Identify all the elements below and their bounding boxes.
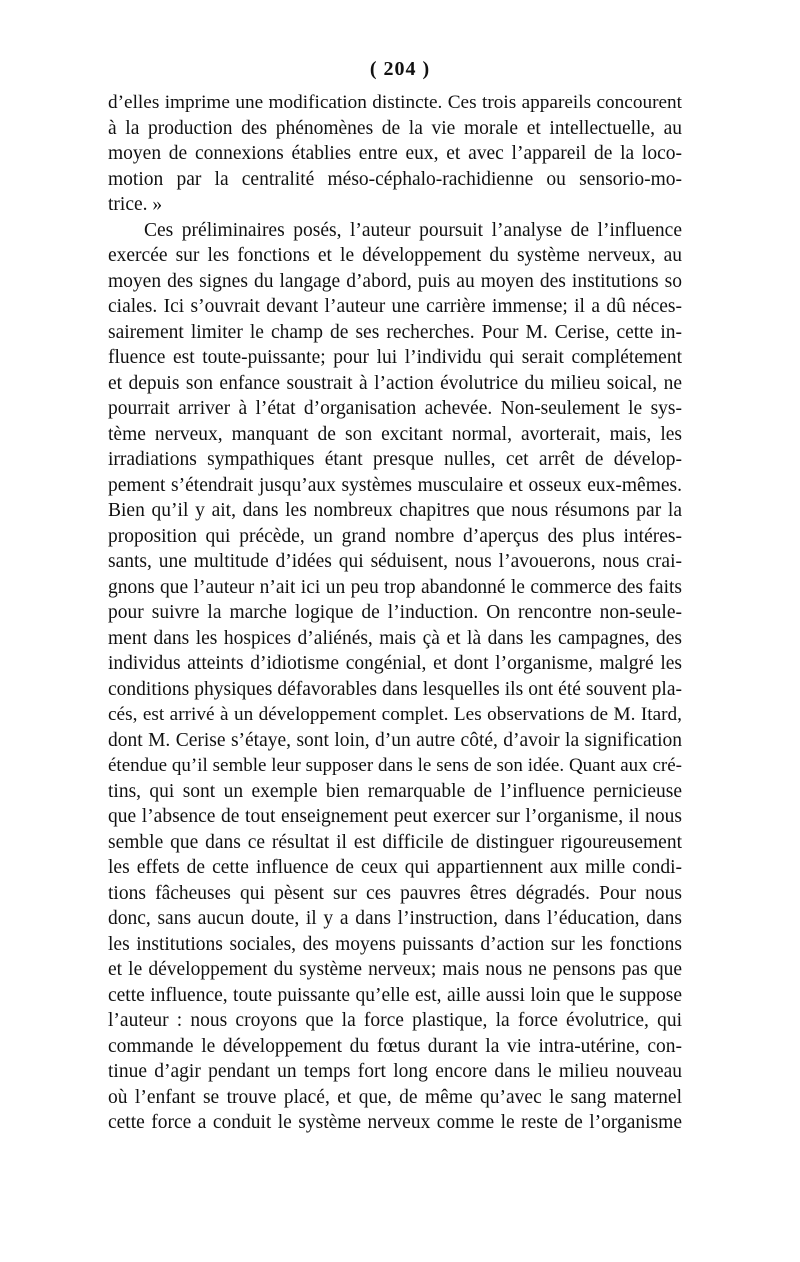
text-line: tème nerveux, manquant de son excitant normal, avorterait, mais, les	[108, 423, 682, 445]
text-line: étendue qu’il semble leur supposer dans le sens de son idée. Quant aux cré-	[108, 755, 682, 776]
text-line: ciales. Ici s’ouvrait devant l’auteur une carrière immense; il a dû néces-	[108, 296, 682, 317]
text-line: moyen des signes du langage d’abord, puis au moyen des institutions so	[108, 270, 682, 292]
text-line: et depuis son enfance soustrait à l’action évolutrice du milieu soical, ne	[108, 372, 682, 394]
text-line: tins, qui sont un exemple bien remarquable de l’influence pernicieuse	[108, 780, 682, 802]
text-line: tions fâcheuses qui pèsent sur ces pauvres êtres dégradés. Pour nous	[108, 882, 682, 904]
text-line: dont M. Cerise s’étaye, sont loin, d’un autre côté, d’avoir la signification	[108, 729, 682, 751]
text-line: gnons que l’auteur n’ait ici un peu trop abandonné le commerce des faits	[108, 576, 682, 598]
text-line: fluence est toute-puissante; pour lui l’individu qui serait complétement	[108, 347, 682, 368]
page-number: ( 204 )	[369, 58, 431, 80]
text-line: pement s’étendrait jusqu’aux systèmes musculaire et osseux eux-mêmes.	[108, 474, 682, 496]
text-line: cette influence, toute puissante qu’elle est, aille aussi loin que le suppose	[108, 984, 682, 1006]
body-text	[108, 90, 682, 1136]
text-line: proposition qui précède, un grand nombre d’aperçus des plus intéres-	[108, 525, 682, 547]
text-line: commande le développement du fœtus durant la vie intra-utérine, con-	[108, 1035, 682, 1057]
text-line: conditions physiques défavorables dans lesquelles ils ont été souvent pla-	[108, 678, 682, 700]
text-line: cés, est arrivé à un développement complet. Les observations de M. Itard,	[108, 704, 682, 725]
text-line: les effets de cette influence de ceux qui appartiennent aux mille condi-	[108, 857, 682, 878]
text-line: pourrait arriver à l’état d’organisation achevée. Non-seulement le sys-	[108, 398, 682, 419]
text-line: semble que dans ce résultat il est difficile de distinguer rigoureusement	[108, 831, 682, 853]
text-line: d’elles imprime une modification distincte. Ces trois appareils concourent	[108, 92, 682, 113]
text-line: à la production des phénomènes de la vie morale et intellectuelle, au	[108, 117, 682, 139]
text-line: et le développement du système nerveux; mais nous ne pensons pas que	[108, 959, 682, 980]
text-line: pour suivre la marche logique de l’induction. On rencontre non-seule-	[108, 602, 682, 623]
text-line: motion par la centralité méso-céphalo-rachidienne ou sensorio-mo-	[108, 168, 682, 190]
text-line: Ces préliminaires posés, l’auteur poursuit l’analyse de l’influence	[144, 219, 682, 241]
text-line: où l’enfant se trouve placé, et que, de même qu’avec le sang maternel	[108, 1086, 682, 1108]
text-line: ment dans les hospices d’aliénés, mais çà et là dans les campagnes, des	[108, 627, 682, 649]
text-line: moyen de connexions établies entre eux, et avec l’appareil de la loco-	[108, 143, 682, 164]
text-line: sants, une multitude d’idées qui séduisent, nous l’avouerons, nous crai-	[108, 551, 682, 572]
text-line: exercée sur les fonctions et le développement du système nerveux, au	[108, 245, 682, 266]
text-line: individus atteints d’idiotisme congénial, et dont l’organisme, malgré les	[108, 653, 682, 674]
text-line: irradiations sympathiques étant presque nulles, cet arrêt de dévelop-	[108, 449, 682, 470]
text-line: l’auteur : nous croyons que la force plastique, la force évolutrice, qui	[108, 1010, 682, 1031]
text-line: tinue d’agir pendant un temps fort long encore dans le milieu nouveau	[108, 1061, 682, 1082]
text-line: les institutions sociales, des moyens puissants d’action sur les fonctions	[108, 933, 682, 955]
text-line: donc, sans aucun doute, il y a dans l’instruction, dans l’éducation, dans	[108, 908, 682, 929]
text-line: sairement limiter le champ de ses recherches. Pour M. Cerise, cette in-	[108, 321, 682, 343]
text-line: Bien qu’il y ait, dans les nombreux chapitres que nous résumons par la	[108, 500, 682, 521]
text-line: que l’absence de tout enseignement peut exercer sur l’organisme, il nous	[108, 806, 682, 827]
text-line: cette force a conduit le système nerveux comme le reste de l’organisme	[108, 1112, 682, 1133]
text-line: trice. »	[108, 194, 163, 215]
